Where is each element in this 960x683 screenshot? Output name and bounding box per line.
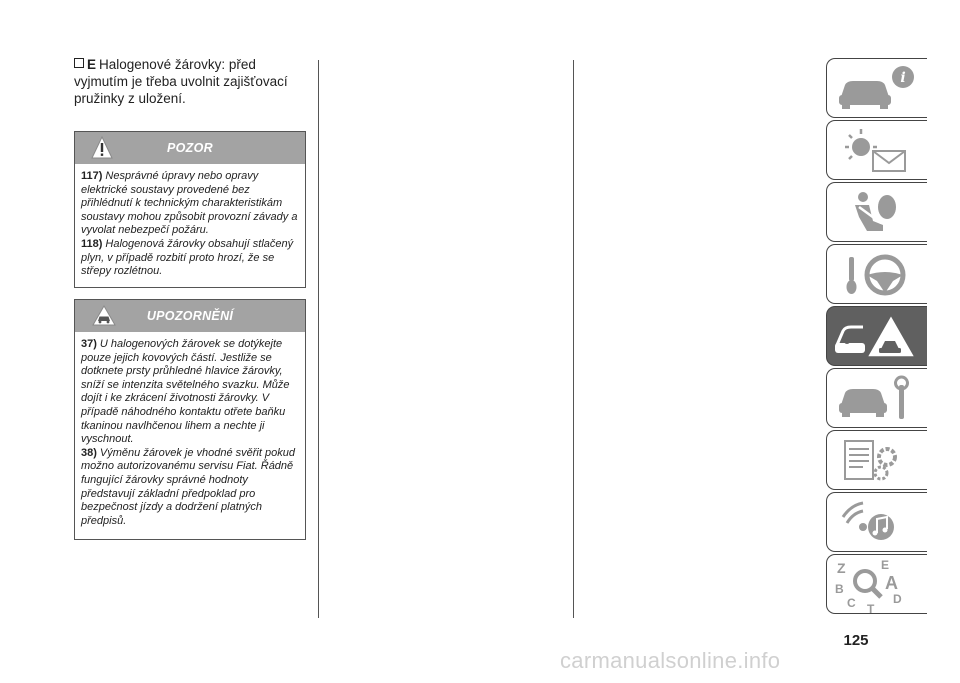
svg-text:D: D — [893, 592, 902, 606]
pozor-title: POZOR — [167, 141, 213, 155]
pozor-body — [75, 164, 305, 285]
index-search-icon — [833, 559, 923, 615]
tab-index[interactable] — [826, 554, 927, 614]
svg-text:E: E — [881, 559, 890, 572]
tab-multimedia[interactable] — [826, 492, 927, 552]
svg-text:A: A — [885, 573, 898, 593]
note-37: 37) U halogenových žárovek se dotýkejte pouze jejich kovových částí. Jestliže se dotknete prsty průhledné hlavice žárovky, sníží se intenzita světelného svazku. Může dojít i ke zkrácení životnosti žárovky. V případě náhodného kontaktu otřete baňku tkaninou navlhčenou lihem a nechte ji vyschnout. — [81, 338, 290, 446]
tab-lights-messages[interactable] — [826, 120, 927, 180]
svg-text:T: T — [867, 602, 875, 615]
pozor-box — [74, 131, 306, 288]
steering-wheel-key-icon — [833, 249, 923, 299]
checkbox-bullet-icon — [74, 58, 84, 68]
upozorneni-title: UPOZORNĚNÍ — [146, 309, 234, 323]
intro-text: Halogenové žárovky: před vyjmutím je třeba uvolnit zajišťovací pružinky z uložení. — [74, 57, 288, 106]
tab-car-info[interactable] — [826, 58, 927, 118]
svg-text:C: C — [847, 596, 856, 610]
column-divider-right — [573, 60, 574, 618]
svg-text:Z: Z — [837, 560, 846, 576]
specs-gears-icon — [833, 435, 923, 485]
tab-starting-driving[interactable] — [826, 244, 927, 304]
pozor-header — [75, 132, 305, 164]
footer-watermark: carmanualsonline.info — [560, 648, 781, 673]
upozorneni-header — [75, 300, 305, 332]
light-message-icon — [833, 125, 923, 175]
intro-paragraph — [74, 56, 309, 107]
upozorneni-box — [74, 299, 306, 540]
page-number: 125 — [843, 632, 869, 649]
car-warning-icon — [833, 311, 923, 361]
car-info-icon — [833, 63, 923, 113]
car-tools-icon — [833, 373, 923, 423]
note-38: 38) Výměnu žárovek je vhodné svěřit pokud možno autorizovanému servisu Fiat. Řádně fungující žárovky správné hodnoty představují základní předpoklad pro bezpečnost jízdy a dodržení platných předpisů. — [81, 446, 295, 527]
tab-emergency[interactable] — [826, 306, 927, 366]
svg-text:B: B — [835, 582, 844, 596]
column-divider-left — [318, 60, 319, 618]
note-117: 117) Nesprávné úpravy nebo opravy elektrické soustavy provedené bez přihlédnutí k technickým charakteristikám soustavy mohou způsobit provozní závady a vyvolat nebezpečí požáru. — [81, 170, 298, 237]
tab-safety[interactable] — [826, 182, 927, 242]
tab-technical-data[interactable] — [826, 430, 927, 490]
note-118: 118) Halogenová žárovky obsahují stlačený plyn, v případě rozbití proto hrozí, že se střepy rozlétnou. — [81, 237, 294, 278]
svg-text:i: i — [900, 70, 906, 86]
multimedia-icon — [833, 497, 923, 547]
tab-maintenance[interactable] — [826, 368, 927, 428]
upozorneni-body — [75, 332, 305, 534]
intro-code: E — [87, 57, 97, 72]
airbag-seat-icon — [833, 187, 923, 237]
